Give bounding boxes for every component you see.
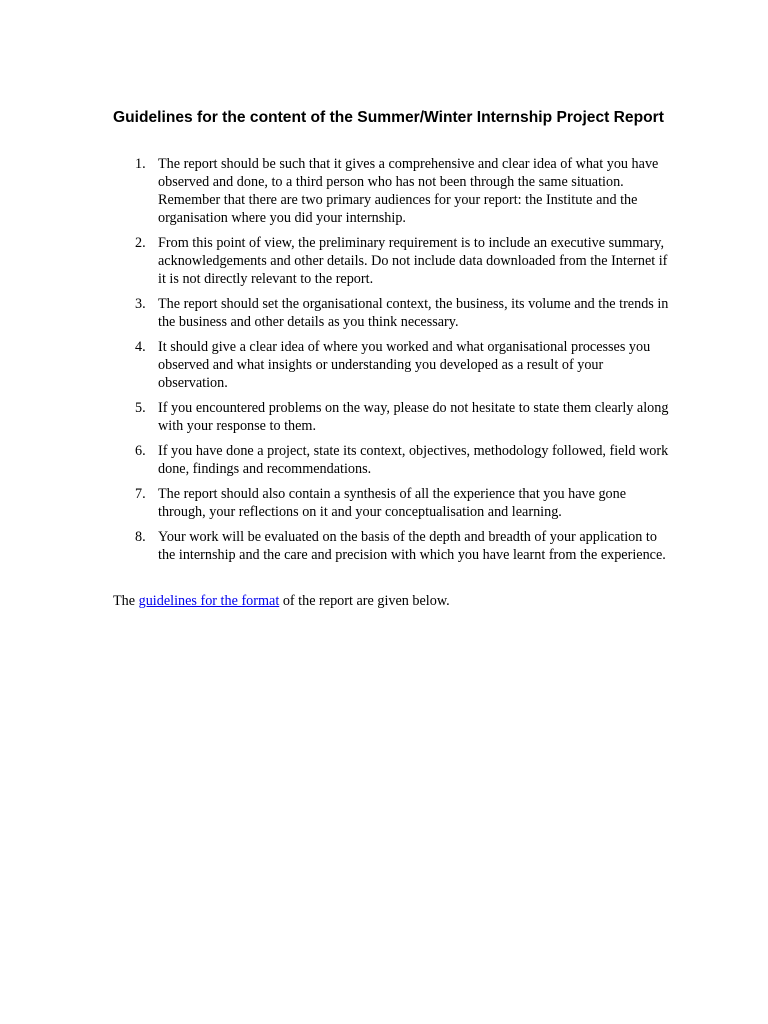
note-suffix: of the report are given below. (279, 593, 450, 609)
list-item-text: If you have done a project, state its context, objectives, methodology followed, field work done, findings and recommendations. (158, 443, 669, 477)
list-item (113, 485, 673, 521)
note-prefix: The (113, 593, 139, 609)
format-guidelines-link[interactable]: guidelines for the format (138, 593, 280, 609)
list-item-number: 1. (135, 156, 146, 172)
list-item-number: 3. (135, 296, 146, 312)
list-item (113, 528, 673, 564)
list-item (113, 234, 673, 288)
list-item-number: 5. (135, 400, 146, 416)
document-title: Guidelines for the content of the Summer/Winter Internship Project Report (113, 109, 664, 126)
list-item-number: 2. (135, 235, 146, 251)
list-item (113, 155, 673, 227)
list-item-number: 4. (135, 339, 146, 355)
format-guidelines-note (113, 592, 673, 610)
list-item-number: 7. (135, 486, 146, 502)
list-item-number: 8. (135, 529, 146, 545)
list-item (113, 338, 673, 392)
list-item-text: The report should also contain a synthesis of all the experience that you have gone through, your reflections on it and your conceptualisation and learning. (158, 486, 627, 520)
guidelines-list (113, 155, 673, 571)
list-item (113, 295, 673, 331)
list-item-text: The report should set the organisational context, the business, its volume and the trends in the business and other details as you think necessary. (158, 296, 669, 330)
list-item-text: From this point of view, the preliminary requirement is to include an executive summary, acknowledgements and other details. Do not include data downloaded from the Internet if it is not directly relevant to the report. (158, 235, 668, 287)
list-item (113, 399, 673, 435)
list-item-text: Your work will be evaluated on the basis of the depth and breadth of your application to the internship and the care and precision with which you have learnt from the experience. (158, 529, 666, 563)
list-item-text: If you encountered problems on the way, please do not hesitate to state them clearly along with your response to them. (158, 400, 669, 434)
list-item-text: The report should be such that it gives a comprehensive and clear idea of what you have observed and done, to a third person who has not been through the same situation. Remember that there are two primary audiences for your report: the Institute and the organisation where you did your internship. (158, 156, 659, 226)
list-item (113, 442, 673, 478)
list-item-text: It should give a clear idea of where you worked and what organisational processes you observed and what insights or understanding you developed as a result of your observation. (158, 339, 651, 391)
list-item-number: 6. (135, 443, 146, 459)
